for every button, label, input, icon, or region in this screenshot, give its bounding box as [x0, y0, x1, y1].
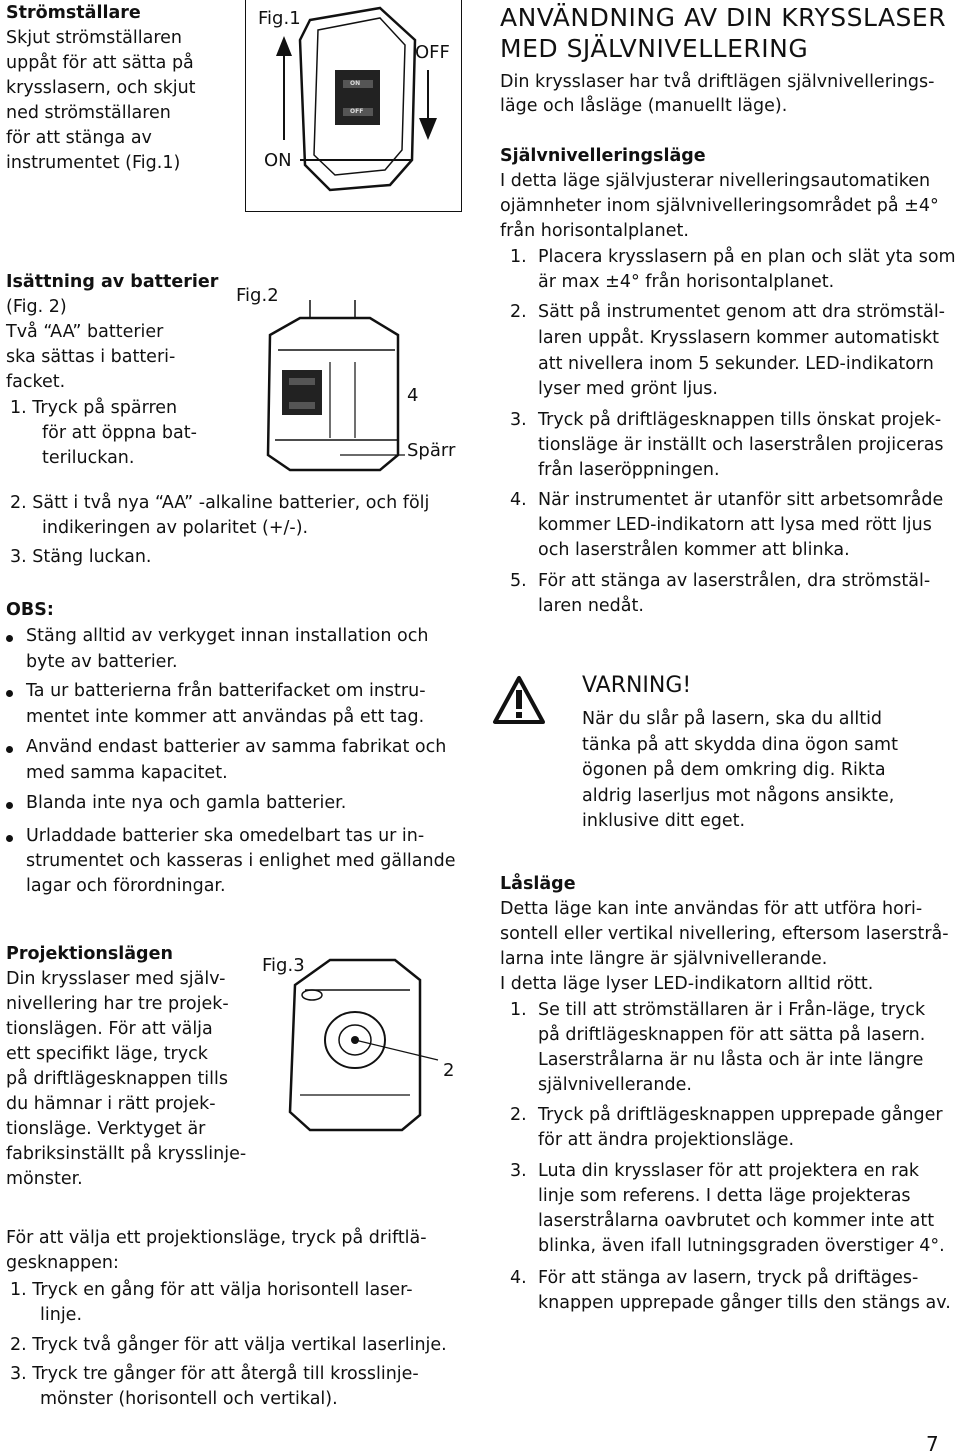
switch-line: ned strömställaren [6, 103, 171, 123]
self-step-line: från laseröppningen. [538, 460, 720, 480]
obs-item: lagar och förordningar. [26, 876, 226, 896]
lock-step-number: 4. [510, 1268, 527, 1288]
fig1-switch-off-text: OFF [350, 108, 364, 115]
warning-line: tänka på att skydda dina ögon samt [582, 735, 898, 755]
fig1-on-label: ON [264, 150, 292, 171]
battery-step-3: 3. Stäng luckan. [10, 547, 152, 567]
battery-step-2: indikeringen av polaritet (+/-). [42, 518, 309, 538]
obs-item: Ta ur batterierna från batterifacket om instru- [26, 681, 426, 701]
fig2-latch-label: Spärr [407, 440, 456, 461]
self-leveling-heading: Självnivelleringsläge [500, 146, 706, 166]
lock-mode-line: Detta läge kan inte användas för att utföra hori- [500, 899, 923, 919]
self-step-number: 4. [510, 490, 527, 510]
switch-line: instrumentet (Fig.1) [6, 153, 181, 173]
obs-item: Använd endast batterier av samma fabrikat och [26, 737, 447, 757]
lock-step-line: knappen upprepade gånger tills den stängs av. [538, 1293, 951, 1313]
battery-step-1: 1. Tryck på spärren [10, 398, 178, 418]
page-title: MED SJÄLVNIVELLERING [500, 34, 809, 63]
lock-step-line: linje som referens. I detta läge projekteras [538, 1186, 911, 1206]
select-step-3: 3. Tryck tre gånger för att återgå till krosslinje- [10, 1364, 419, 1384]
warning-line: inklusive ditt eget. [582, 811, 746, 831]
switch-line: uppåt för att sätta på [6, 53, 194, 73]
switch-heading: Strömställare [6, 3, 141, 23]
lock-step-line: laserstrålarna oavbrutet och kommer inte att [538, 1211, 935, 1231]
lock-mode-line: sontell eller vertikal nivellering, eftersom laserstrå- [500, 924, 949, 944]
obs-item: Blanda inte nya och gamla batterier. [26, 793, 347, 813]
warning-line: När du slår på lasern, ska du alltid [582, 709, 883, 729]
self-leveling-line: från horisontalplanet. [500, 221, 689, 241]
select-intro: För att välja ett projektionsläge, tryck på driftlä- [6, 1228, 427, 1248]
battery-heading: Isättning av batterier [6, 272, 219, 292]
projection-line: tionslägen. För att välja [6, 1019, 213, 1039]
self-step-line: Tryck på driftlägesknappen tills önskat projek- [538, 410, 942, 430]
warning-heading: VARNING! [582, 673, 692, 698]
self-step-line: När instrumentet är utanför sitt arbetsområde [538, 490, 944, 510]
obs-item: strumentet och kasseras i enlighet med gällande [26, 851, 456, 871]
lock-mode-line: I detta läge lyser LED-indikatorn alltid rött. [500, 974, 874, 994]
lock-step-line: blinka, även ifall lutningsgraden överstiger 4°. [538, 1236, 945, 1256]
obs-heading: OBS: [6, 600, 54, 620]
lock-step-line: självnivellerande. [538, 1075, 692, 1095]
select-intro: gesknappen: [6, 1253, 119, 1273]
lock-step-line: Luta din krysslaser för att projektera en rak [538, 1161, 920, 1181]
battery-step-2: 2. Sätt i två nya “AA” -alkaline batterier, och följ [10, 493, 430, 513]
intro-line: läge och låsläge (manuellt läge). [500, 96, 788, 116]
lock-step-line: Se till att strömställaren är i Från-läge, tryck [538, 1000, 926, 1020]
lock-mode-line: larna inte längre är självnivellerande. [500, 949, 828, 969]
fig1-switch-on-text: ON [350, 80, 361, 87]
lock-step-number: 2. [510, 1105, 527, 1125]
self-step-number: 5. [510, 571, 527, 591]
obs-item: mentet inte kommer att användas på ett tag. [26, 707, 425, 727]
self-step-line: Sätt på instrumentet genom att dra strömstäl- [538, 302, 945, 322]
self-step-line: kommer LED-indikatorn att lysa med rött ljus [538, 515, 932, 535]
warning-line: ögonen på dem omkring dig. Rikta [582, 760, 886, 780]
lock-step-number: 1. [510, 1000, 527, 1020]
obs-item: med samma kapacitet. [26, 763, 228, 783]
battery-line: facket. [6, 372, 66, 392]
self-step-number: 3. [510, 410, 527, 430]
self-step-line: För att stänga av laserstrålen, dra strömstäl- [538, 571, 931, 591]
select-step-1: linje. [40, 1305, 83, 1325]
select-step-3: mönster (horisontell och vertikal). [40, 1389, 338, 1409]
fig1-off-label: OFF [415, 42, 450, 63]
self-step-number: 1. [510, 247, 527, 267]
self-step-line: laren uppåt. Krysslasern kommer automatiskt [538, 328, 939, 348]
battery-step-1: för att öppna bat- [42, 423, 197, 443]
projection-line: du hämnar i rätt projek- [6, 1094, 216, 1114]
self-step-line: Placera krysslasern på en plan och slät yta som [538, 247, 956, 267]
projection-line: mönster. [6, 1169, 83, 1189]
lock-step-line: Laserstrålarna är nu låsta och är inte längre [538, 1050, 924, 1070]
lock-step-number: 3. [510, 1161, 527, 1181]
self-step-line: laren nedåt. [538, 596, 644, 616]
projection-line: på driftlägesknappen tills [6, 1069, 229, 1089]
lock-mode-heading: Låsläge [500, 874, 576, 894]
projection-line: ett specifikt läge, tryck [6, 1044, 208, 1064]
battery-line: ska sättas i batteri- [6, 347, 176, 367]
switch-line: krysslasern, och skjut [6, 78, 196, 98]
projection-line: tionsläge. Verktyget är [6, 1119, 206, 1139]
self-step-line: är max ±4° från horisontalplanet. [538, 272, 835, 292]
obs-item: Urladdade batterier ska omedelbart tas ur in- [26, 826, 425, 846]
lock-step-line: på driftlägesknappen för att sätta på lasern. [538, 1025, 926, 1045]
fig3-callout-number: 2 [443, 1060, 455, 1081]
obs-item: byte av batterier. [26, 652, 178, 672]
projection-line: nivellering har tre projek- [6, 994, 229, 1014]
page-title: ANVÄNDNING AV DIN KRYSSLASER [500, 3, 947, 32]
switch-line: Skjut strömställaren [6, 28, 182, 48]
projection-heading: Projektionslägen [6, 944, 173, 964]
self-leveling-line: ojämnheter inom självnivelleringsområdet på ±4° [500, 196, 939, 216]
lock-step-line: Tryck på driftlägesknappen upprepade gånger [538, 1105, 943, 1125]
self-step-line: lyser med grönt ljus. [538, 379, 718, 399]
battery-line: Två “AA” batterier [6, 322, 164, 342]
fig2-label: Fig.2 [236, 285, 279, 306]
self-step-line: att nivellera inom 5 sekunder. LED-indikatorn [538, 354, 934, 374]
projection-line: Din krysslaser med själv- [6, 969, 226, 989]
switch-line: för att stänga av [6, 128, 152, 148]
fig2-callout-number: 4 [407, 385, 419, 406]
intro-line: Din krysslaser har två driftlägen självnivellerings- [500, 72, 935, 92]
lock-step-line: för att ändra projektionsläge. [538, 1130, 795, 1150]
page-number: 7 [926, 1432, 939, 1456]
self-step-line: och laserstrålen kommer att blinka. [538, 540, 850, 560]
select-step-2: 2. Tryck två gånger för att välja vertikal laserlinje. [10, 1335, 447, 1355]
fig3-label: Fig.3 [262, 955, 305, 976]
self-leveling-line: I detta läge självjusterar nivelleringsautomatiken [500, 171, 931, 191]
self-step-line: tionsläge är inställt och laserstrålen projiceras [538, 435, 944, 455]
self-step-number: 2. [510, 302, 527, 322]
battery-step-1: teriluckan. [42, 448, 135, 468]
warning-line: aldrig laserljus mot någons ansikte, [582, 786, 895, 806]
fig1-label: Fig.1 [258, 8, 301, 29]
projection-line: fabriksinställt på krysslinje- [6, 1144, 247, 1164]
lock-step-line: För att stänga av lasern, tryck på driftäges- [538, 1268, 919, 1288]
obs-item: Stäng alltid av verkyget innan installation och [26, 626, 429, 646]
battery-line: (Fig. 2) [6, 297, 67, 317]
select-step-1: 1. Tryck en gång för att välja horisontell laser- [10, 1280, 413, 1300]
